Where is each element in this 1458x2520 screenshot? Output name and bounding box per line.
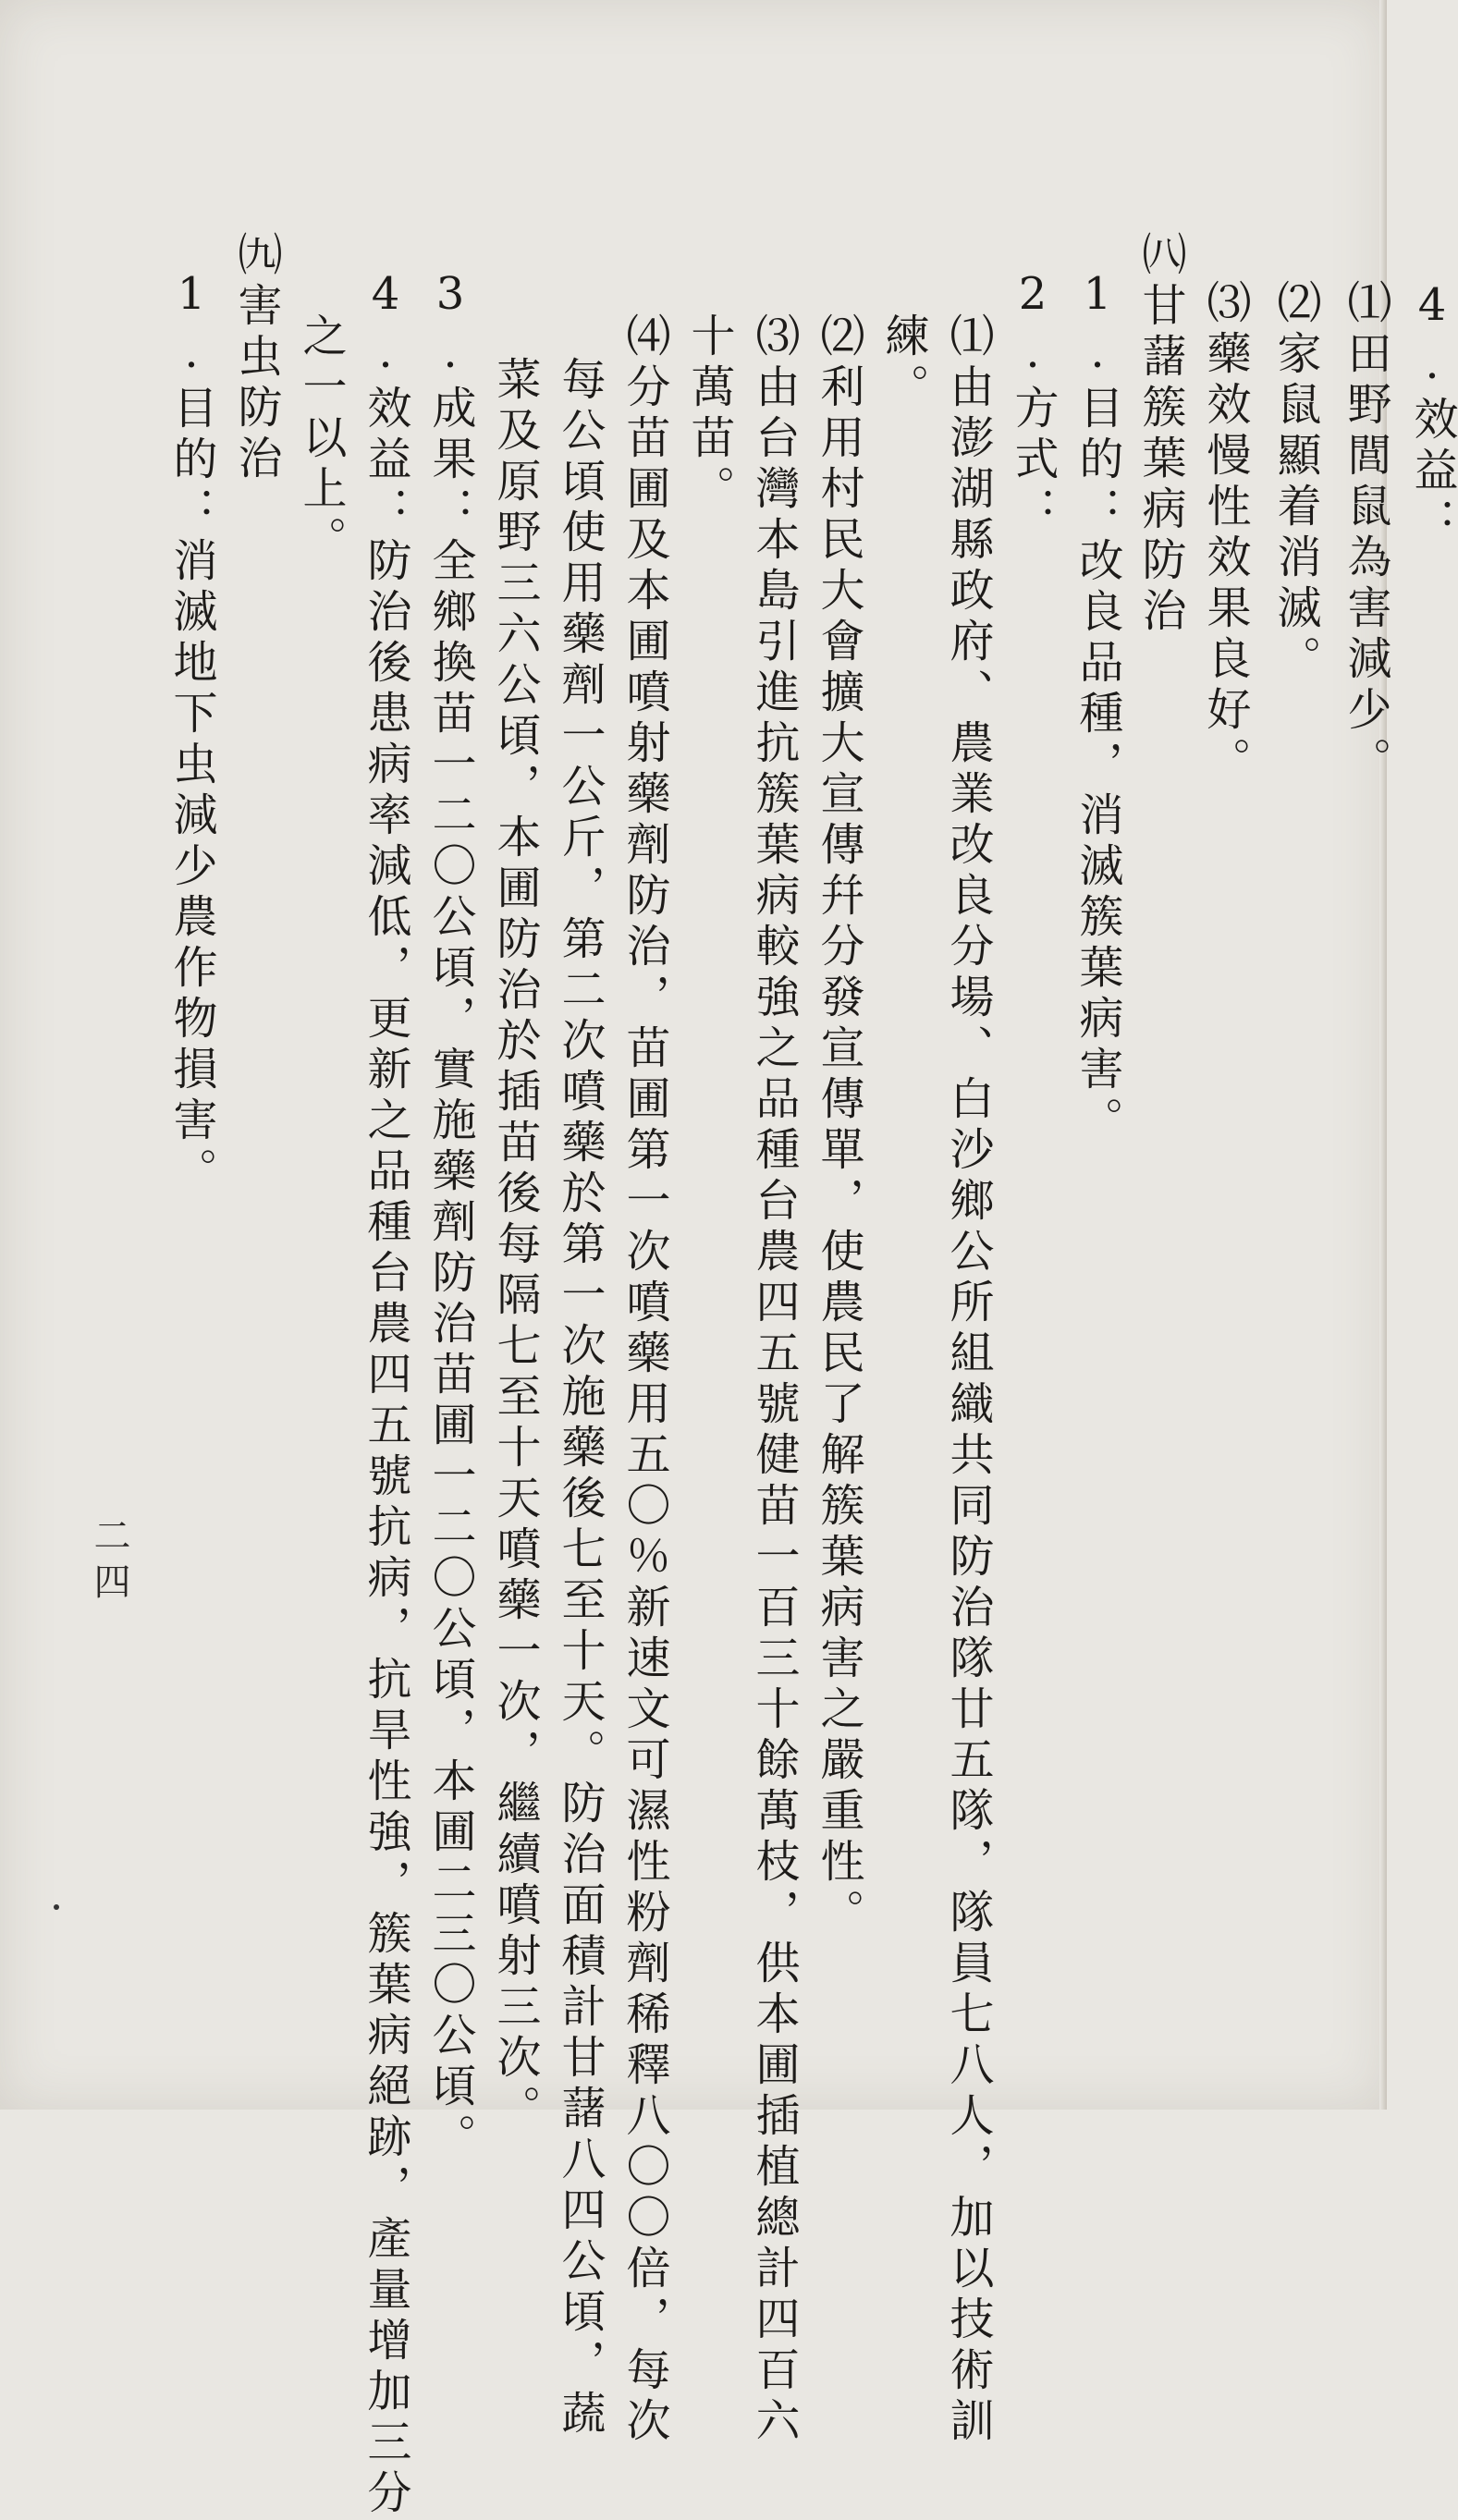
text-column: 1.目的：改良品種，消滅簇葉病害。 xyxy=(1072,268,1123,1147)
text-column: 1.目的：消滅地下虫減少農作物損害。 xyxy=(165,268,217,1198)
page-mark xyxy=(54,1904,59,1910)
text-column: ⑴田野閭鼠為害減少。 xyxy=(1340,279,1391,788)
text-column: ⑶藥效慢性效果良好。 xyxy=(1199,279,1251,788)
text-column: ⑷分苗圃及本圃噴射藥劑防治，苗圃第一次噴藥用五〇％新速文可濕性粉劑稀釋八〇〇倍，每次 xyxy=(619,312,670,2448)
page-number: 二四 xyxy=(88,1516,130,1609)
text-column: 4.效益：防治後患病率減低，更新之品種台農四五號抗病，抗旱性強，簇葉病絕跡，產量增加三分 xyxy=(360,268,411,2520)
text-column: 菜及原野三六公頃，本圃防治於插苗後每隔七至十天噴藥一次，繼續噴射三次。 xyxy=(489,356,541,2135)
text-column: 之一以上。 xyxy=(295,312,347,567)
text-column: ㈧甘藷簇葉病防治 xyxy=(1134,231,1186,638)
text-column: ⑵利用村民大會擴大宣傳幷分發宣傳單，使農民了解簇葉病害之嚴重性。 xyxy=(813,312,864,1939)
text-column: ⑶由台灣本島引進抗簇葉病較強之品種台農四五號健苗一百三十餘萬枝，供本圃插植總計四百六 xyxy=(748,312,800,2448)
text-column: ⑴由澎湖縣政府、農業改良分場、白沙鄉公所組織共同防治隊廿五隊，隊員七八人，加以技術訓 xyxy=(942,312,994,2448)
text-column: 2.方式： xyxy=(1007,268,1059,537)
text-column: ㈨害虫防治 xyxy=(230,231,282,485)
text-column: 十萬苗。 xyxy=(683,312,735,516)
text-column: 3.成果：全鄉換苗一二〇公頃，實施藥劑防治苗圃一二〇公頃，本圃二三〇公頃。 xyxy=(424,268,476,2164)
text-column: 練。 xyxy=(877,312,929,414)
text-column: 4.效益： xyxy=(1406,279,1458,548)
text-column: 每公頃使用藥劑一公斤，第二次噴藥於第一次施藥後七至十天。防治面積計甘藷八四公頃，蔬 xyxy=(554,356,606,2440)
text-column: ⑵家鼠顯着消滅。 xyxy=(1269,279,1321,686)
